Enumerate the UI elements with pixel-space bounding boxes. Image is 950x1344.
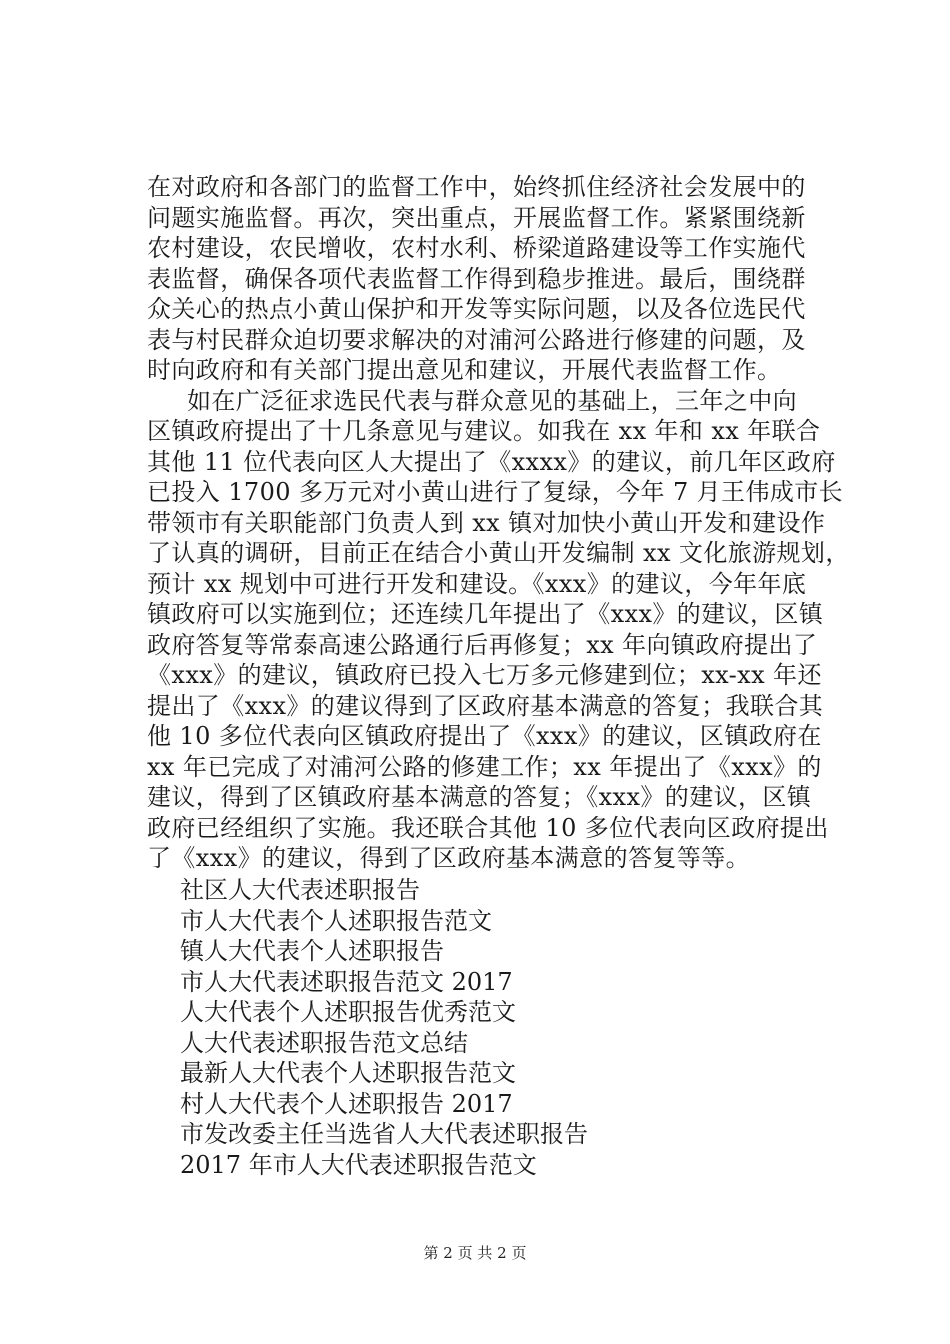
related-link[interactable]: 人大代表个人述职报告优秀范文	[180, 998, 516, 1026]
text-line: 已投入 1700 多万元对小黄山进行了复绿，今年 7 月王伟成市长	[147, 478, 844, 506]
text-line: 问题实施监督。再次，突出重点，开展监督工作。紧紧围绕新	[147, 203, 806, 232]
text-line: 其他 11 位代表向区人大提出了《xxxx》的建议，前几年区政府	[147, 447, 836, 476]
related-link[interactable]: 市人大代表个人述职报告范文	[180, 906, 492, 935]
related-link[interactable]: 市发改委主任当选省人大代表述职报告	[180, 1120, 588, 1148]
text-line: 他 10 多位代表向区镇政府提出了《xxx》的建议，区镇政府在	[147, 722, 822, 750]
related-links-list	[180, 875, 780, 1180]
paragraph-2	[147, 386, 850, 874]
related-link[interactable]: 社区人大代表述职报告	[180, 876, 420, 904]
text-line: 政府答复等常泰高速公路通行后再修复；xx 年向镇政府提出了	[147, 630, 818, 659]
text-line: 镇政府可以实施到位；还连续几年提出了《xxx》的建议，区镇	[147, 600, 824, 628]
text-line: 农村建设，农民增收，农村水利、桥梁道路建设等工作实施代	[147, 234, 806, 262]
related-link[interactable]: 村人大代表个人述职报告 2017	[180, 1089, 513, 1118]
related-link[interactable]: 市人大代表述职报告范文 2017	[180, 967, 513, 996]
paragraph-1	[147, 172, 835, 386]
text-line: 政府已经组织了实施。我还联合其他 10 多位代表向区政府提出	[147, 813, 829, 842]
text-line: 了认真的调研，目前正在结合小黄山开发编制 xx 文化旅游规划，	[147, 539, 850, 567]
page-footer: 第 2 页 共 2 页	[423, 1244, 527, 1262]
related-link[interactable]: 最新人大代表个人述职报告范文	[180, 1059, 516, 1087]
text-line: 表与村民群众迫切要求解决的对浦河公路进行修建的问题，及	[147, 325, 806, 354]
text-line: 带领市有关职能部门负责人到 xx 镇对加快小黄山开发和建设作	[147, 508, 826, 537]
related-link[interactable]: 镇人大代表个人述职报告	[180, 937, 444, 965]
text-line: 预计 xx 规划中可进行开发和建设。《xxx》的建议，今年年底	[147, 569, 807, 598]
text-line: 时向政府和有关部门提出意见和建议，开展代表监督工作。	[147, 356, 782, 384]
text-line: 提出了《xxx》的建议得到了区政府基本满意的答复；我联合其	[147, 691, 824, 720]
text-line: 《xxx》的建议，镇政府已投入七万多元修建到位；xx-xx 年还	[147, 661, 822, 689]
related-link[interactable]: 人大代表述职报告范文总结	[180, 1028, 468, 1057]
text-line: 了《xxx》的建议，得到了区政府基本满意的答复等等。	[147, 844, 751, 872]
text-line: 表监督，确保各项代表监督工作得到稳步推进。最后，围绕群	[147, 264, 806, 293]
text-line: xx 年已完成了对浦河公路的修建工作；xx 年提出了《xxx》的	[147, 752, 822, 781]
text-line: 众关心的热点小黄山保护和开发等实际问题，以及各位选民代	[147, 295, 806, 323]
text-line: 区镇政府提出了十几条意见与建议。如我在 xx 年和 xx 年联合	[147, 417, 821, 445]
related-link[interactable]: 2017 年市人大代表述职报告范文	[180, 1150, 537, 1179]
text-line: 在对政府和各部门的监督工作中，始终抓住经济社会发展中的	[147, 173, 806, 201]
text-line: 建议，得到了区镇政府基本满意的答复；《xxx》的建议，区镇	[147, 783, 812, 811]
document-body	[147, 172, 850, 874]
text-line: 如在广泛征求选民代表与群众意见的基础上，三年之中向	[187, 386, 797, 415]
